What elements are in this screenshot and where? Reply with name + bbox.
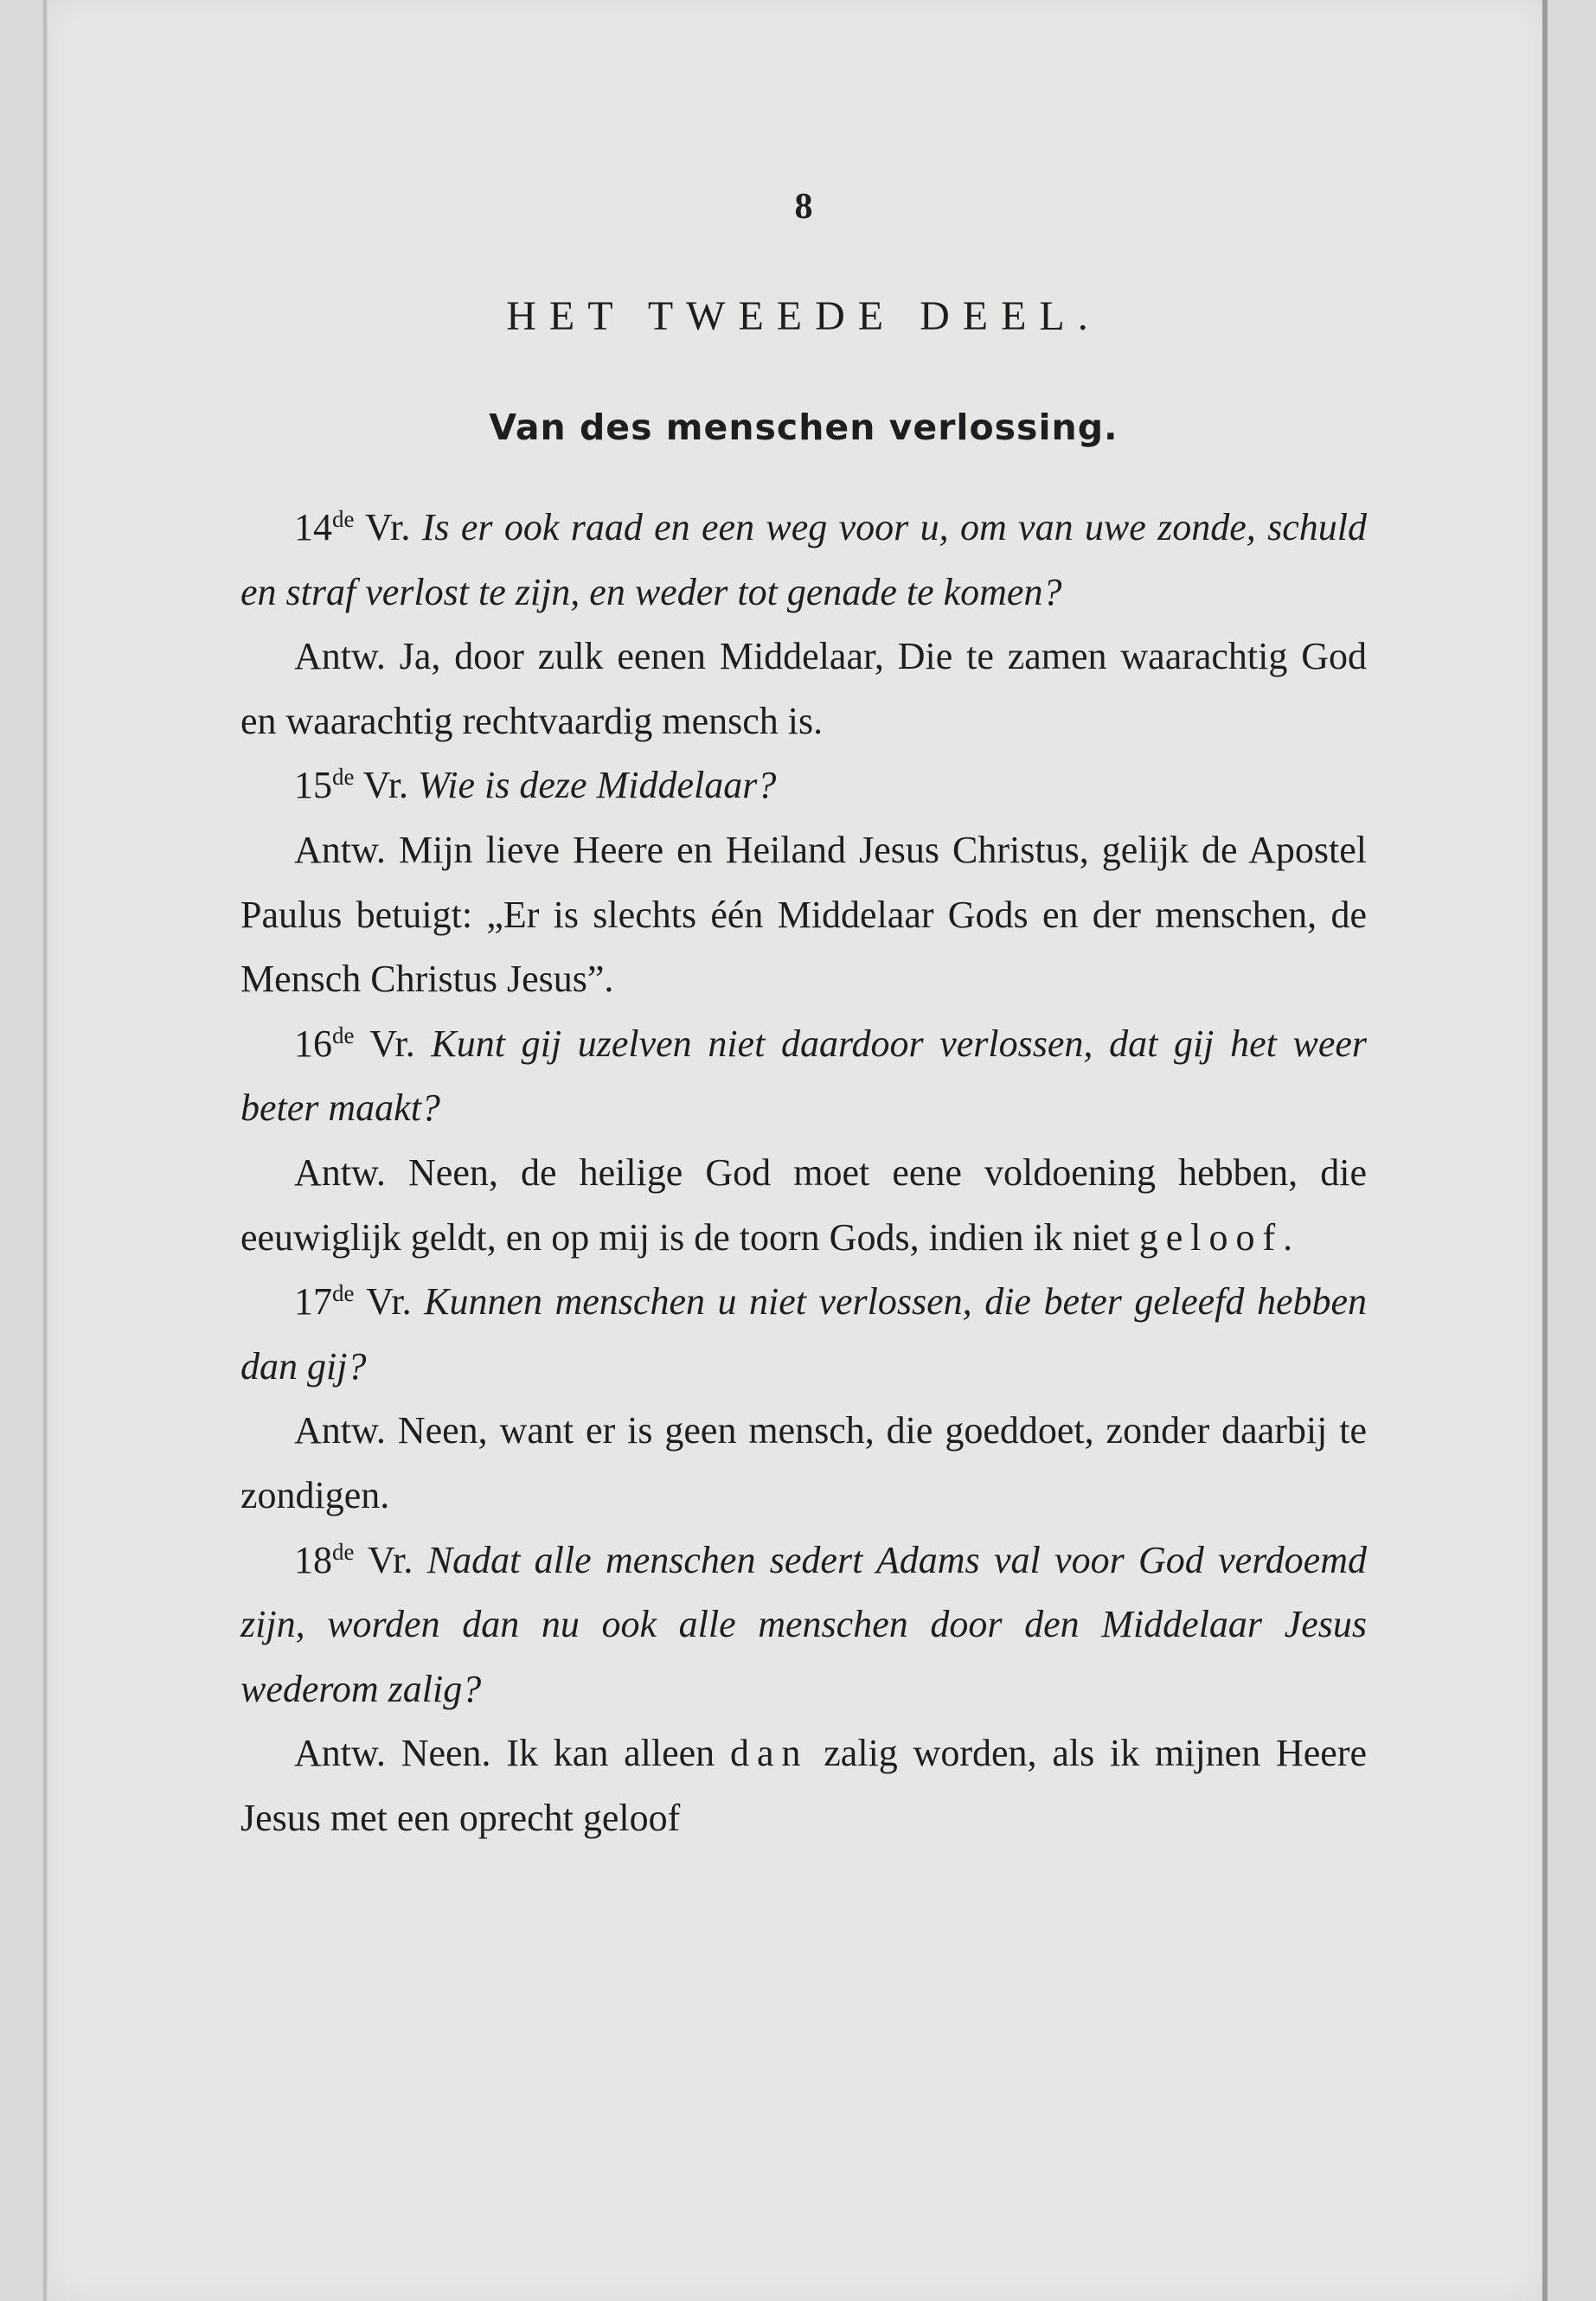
question-number-suffix: de <box>332 1022 355 1048</box>
question-text: Wie is deze Middelaar? <box>418 764 777 807</box>
answer-label: Antw. <box>294 828 386 871</box>
question-number: 15 <box>294 764 332 807</box>
question-paragraph <box>240 1270 1367 1399</box>
question-number: 16 <box>294 1022 332 1065</box>
question-label: Vr. <box>369 1022 415 1065</box>
answer-label: Antw. <box>294 1150 386 1194</box>
question-number: 18 <box>294 1538 332 1581</box>
question-number: 14 <box>294 506 332 548</box>
catechism-body <box>240 496 1367 1850</box>
answer-paragraph <box>240 1141 1367 1270</box>
answer-emphasis: geloof <box>1138 1215 1284 1259</box>
question-paragraph <box>240 496 1367 625</box>
section-title: Van des menschen verlossing. <box>489 407 1118 448</box>
page-edge-right <box>1542 0 1548 2301</box>
question-number-suffix: de <box>332 764 355 791</box>
question-text: Is er ook raad en een weg voor u, om van uwe zonde, schuld en straf verlost te zijn, en weder tot genade te komen? <box>240 506 1367 613</box>
answer-paragraph <box>240 1399 1367 1528</box>
page-number: 8 <box>794 187 813 227</box>
question-label: Vr. <box>368 1538 413 1581</box>
answer-label: Antw. <box>294 635 386 678</box>
answer-label: Antw. <box>294 1732 386 1775</box>
question-paragraph <box>240 1012 1367 1141</box>
question-text: Kunt gij uzelven niet daardoor verlossen, dat gij het weer beter maakt? <box>240 1022 1368 1130</box>
question-label: Vr. <box>362 764 409 807</box>
question-paragraph <box>240 1529 1367 1722</box>
question-label: Vr. <box>365 506 411 548</box>
answer-text: Neen, want er is geen mensch, die goeddoet, zonder daarbij te zondigen. <box>240 1409 1367 1516</box>
answer-text: Neen, de heilige God moet eene voldoening hebben, die eeuwiglijk geldt, en op mij is de toorn Gods, indien ik niet <box>240 1150 1367 1259</box>
answer-text-end: zalig worden, als ik mijnen Heere Jesus met een oprecht geloof <box>240 1732 1368 1839</box>
question-label: Vr. <box>366 1280 412 1324</box>
answer-text: Ja, door zulk eenen Middelaar, Die te zamen waarachtig God en waarachtig rechtvaardig mensch is. <box>240 635 1368 742</box>
question-text: Nadat alle menschen sedert Adams val voor God verdoemd zijn, worden dan nu ook alle menschen door den Middelaar Jesus wederom zalig? <box>240 1538 1367 1710</box>
answer-text: Mijn lieve Heere en Heiland Jesus Christus, gelijk de Apostel Paulus betuigt: „Er is slechts één Middelaar Gods en der menschen, de Mensch Christus Jesus”. <box>240 828 1368 1001</box>
question-text: Kunnen menschen u niet verlossen, die beter geleefd hebben dan gij? <box>240 1280 1367 1388</box>
question-number-suffix: de <box>332 1280 355 1307</box>
question-number-suffix: de <box>332 506 355 532</box>
question-number: 17 <box>294 1280 332 1324</box>
answer-text: Neen. Ik kan alleen <box>401 1732 715 1775</box>
answer-paragraph <box>240 818 1367 1012</box>
page-edge-left <box>43 0 47 2301</box>
answer-label: Antw. <box>294 1409 386 1452</box>
answer-emphasis: dan <box>729 1732 809 1775</box>
question-number-suffix: de <box>332 1538 355 1565</box>
answer-paragraph <box>240 625 1367 753</box>
question-paragraph <box>240 753 1367 818</box>
answer-paragraph <box>240 1721 1367 1850</box>
part-title: HET TWEEDE DEEL. <box>506 293 1101 339</box>
answer-text-end: . <box>1283 1215 1293 1259</box>
